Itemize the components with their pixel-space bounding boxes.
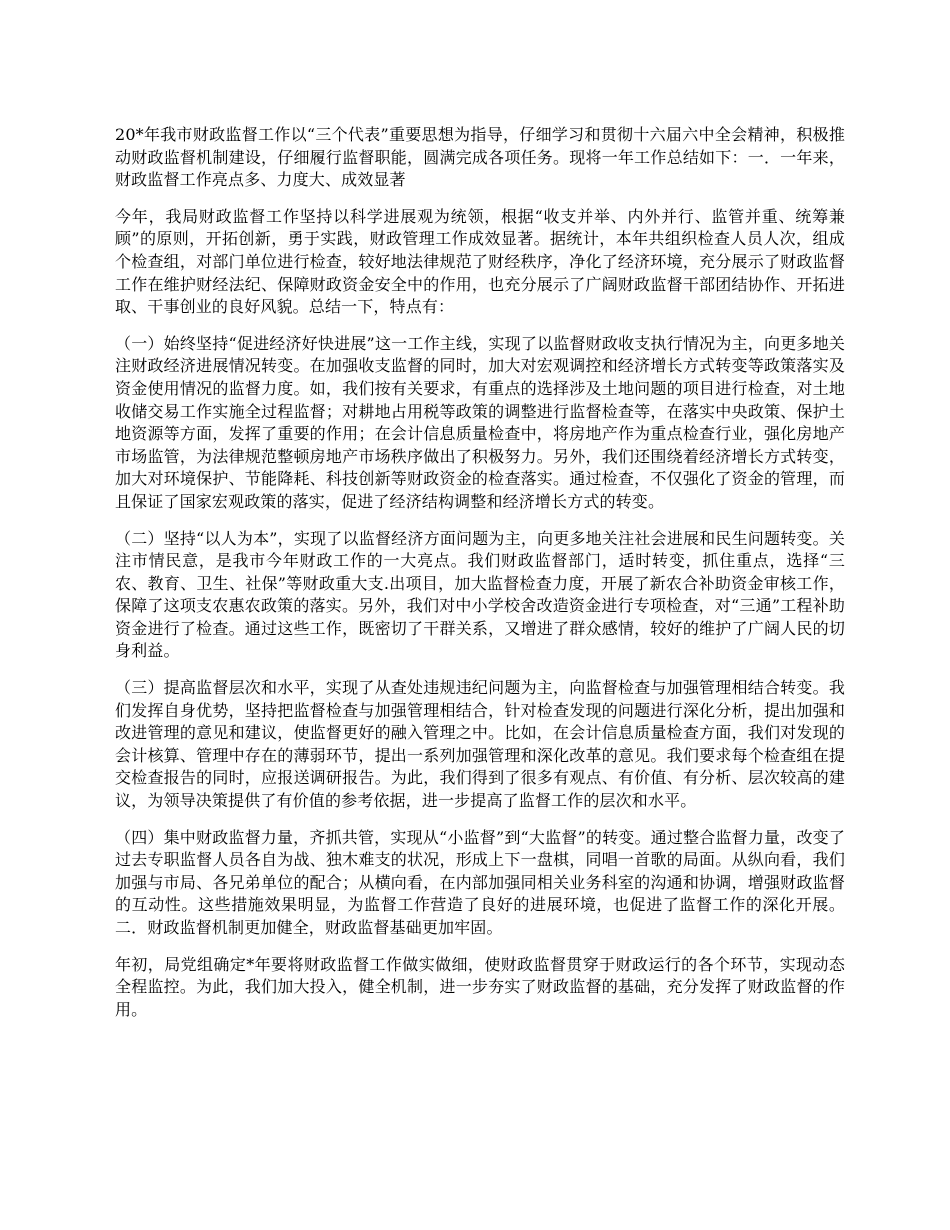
paragraph-overview: 今年，我局财政监督工作坚持以科学进展观为统领，根据“收支并举、内外并行、监管并重、统筹兼顾”的原则，开拓创新，勇于实践，财政管理工作成效显著。据统计，本年共组织检查人员人次，组成个检查组，对部门单位进行检查，较好地法律规范了财经秩序，净化了经济环境，充分展示了财政监督工作在维护财经法纪、保障财政资金安全中的作用，也充分展示了广阔财政监督干部团结协作、开拓进取、干事创业的良好风貌。总结一下，特点有：	[115, 206, 845, 317]
paragraph-point-1: （一）始终坚持“促进经济好快进展”这一工作主线，实现了以监督财政收支执行情况为主，向更多地关注财政经济进展情况转变。在加强收支监督的同时，加大对宏观调控和经济增长方式转变等政策落实及资金使用情况的监督力度。如，我们按有关要求，有重点的选择涉及土地问题的项目进行检查，对土地收储交易工作实施全过程监督；对耕地占用税等政策的调整进行监督检查等，在落实中央政策、保护土地资源等方面，发挥了重要的作用；在会计信息质量检查中，将房地产作为重点检查行业，强化房地产市场监管，为法律规范整顿房地产市场秩序做出了积极努力。另外，我们还围绕着经济增长方式转变，加大对环境保护、节能降耗、科技创新等财政资金的检查落实。通过检查，不仅强化了资金的管理，而且保证了国家宏观政策的落实，促进了经济结构调整和经济增长方式的转变。	[115, 333, 845, 511]
paragraph-point-3: （三）提高监督层次和水平，实现了从查处违规违纪问题为主，向监督检查与加强管理相结合转变。我们发挥自身优势，坚持把监督检查与加强管理相结合，针对检查发现的问题进行深化分析，提出加强和改进管理的意见和建议，使监督更好的融入管理之中。比如，在会计信息质量检查方面，我们对发现的会计核算、管理中存在的薄弱环节，提出一系列加强管理和深化改革的意见。我们要求每个检查组在提交检查报告的同时，应报送调研报告。为此，我们得到了很多有观点、有价值、有分析、层次较高的建议，为领导决策提供了有价值的参考依据，进一步提高了监督工作的层次和水平。	[115, 678, 845, 811]
paragraph-section-2: 年初，局党组确定*年要将财政监督工作做实做细，使财政监督贯穿于财政运行的各个环节，实现动态全程监控。为此，我们加大投入，健全机制，进一步夯实了财政监督的基础，充分发挥了财政监督的作用。	[115, 954, 845, 1019]
paragraph-point-4: （四）集中财政监督力量，齐抓共管，实现从“小监督”到“大监督”的转变。通过整合监督力量，改变了过去专职监督人员各自为战、独木难支的状况，形成上下一盘棋，同唱一首歌的局面。从纵向看，我们加强与市局、各兄弟单位的配合；从横向看，在内部加强同相关业务科室的沟通和协调，增强财政监督的互动性。这些措施效果明显，为监督工作营造了良好的进展环境，也促进了监督工作的深化开展。二．财政监督机制更加健全，财政监督基础更加牢固。	[115, 827, 845, 937]
document-body	[115, 124, 845, 1035]
paragraph-intro: 20*年我市财政监督工作以“三个代表”重要思想为指导，仔细学习和贯彻十六届六中全会精神，积极推动财政监督机制建设，仔细履行监督职能，圆满完成各项任务。现将一年工作总结如下：一．一年来，财政监督工作亮点多、力度大、成效显著	[115, 125, 845, 190]
paragraph-point-2: （二）坚持“以人为本”，实现了以监督经济方面问题为主，向更多地关注社会进展和民生问题转变。关注市情民意，是我市今年财政工作的一大亮点。我们财政监督部门，适时转变，抓住重点，选择“三农、教育、卫生、社保”等财政重大支.出项目，加大监督检查力度，开展了新农合补助资金审核工作，保障了这项支农惠农政策的落实。另外，我们对中小学校舍改造资金进行专项检查，对“三通”工程补助资金进行了检查。通过这些工作，既密切了干群关系，又增进了群众感情，较好的维护了广阔人民的切身利益。	[115, 528, 845, 661]
